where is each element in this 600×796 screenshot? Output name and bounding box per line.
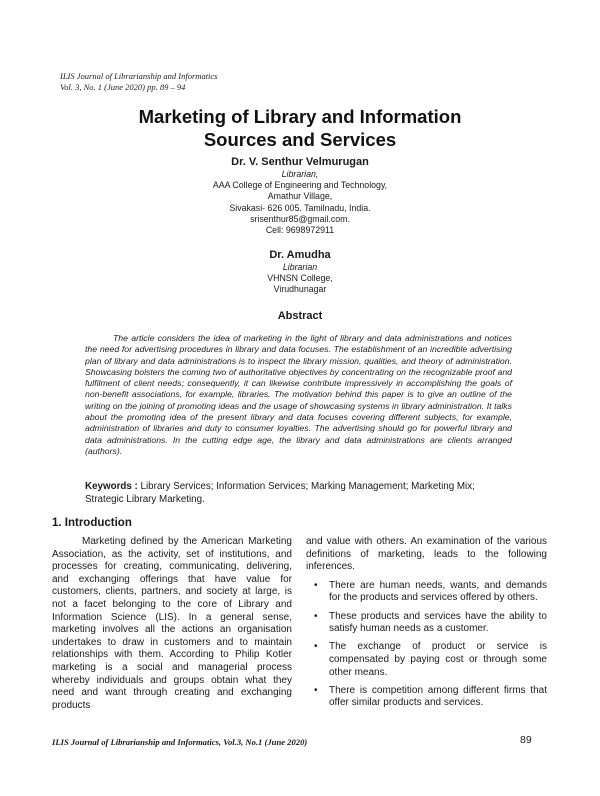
- author-2-college: VHNSN College,: [267, 273, 333, 284]
- abstract-heading: Abstract: [277, 310, 323, 322]
- journal-volume: Vol. 3, No. 1 (June 2020) pp. 89 – 94: [60, 82, 186, 92]
- intro-right-column: [306, 536, 547, 716]
- paper-title: [0, 105, 600, 151]
- abstract-text: The article considers the idea of marketing in the light of library and data administrations and notices the need for advertising procedures in library and data focuses. The establishment of an incredible advertising plan of library and data administrations is to inspect the library mission, qualities, and theory of administration. Showcasing bolsters the coming two of authoritative objectives by concentrating on the recognizable proof and fulfilment of client needs; consequently, it can likewise contribute impressively in accomplishing the goals of non-benefit associations, for example, libraries. The motivation behind this paper is to give an outline of the writing on the joining of promoting ideas and the usage of showcasing systems in library administration. It talks about the promoting idea of the present library and data focuses covering different subjects, for example, administration of libraries and duty to consumer loyalties. The advertising should go for powerful library and data administrations. In the cutting edge age, the library and data administrations are clients arranged (authors).: [85, 333, 512, 456]
- list-item: • There is competition among different firms that offer similar products and services.: [306, 685, 547, 710]
- list-item: • There are human needs, wants, and demands for the products and services offered by others.: [306, 580, 547, 605]
- journal-header: [60, 71, 218, 93]
- author-1-college: AAA College of Engineering and Technology,: [212, 180, 388, 191]
- author-1-village: Amathur Village,: [267, 191, 333, 202]
- author-2-name: Dr. Amudha: [269, 249, 331, 261]
- inference-list: [306, 580, 547, 710]
- author-1-email: srisenthur85@gmail.com.: [250, 213, 350, 224]
- title-line-2: Sources and Services: [203, 129, 397, 150]
- title-line-1: Marketing of Library and Information: [138, 106, 462, 127]
- author-1-block: [0, 155, 600, 236]
- author-2-role: Librarian: [282, 262, 318, 272]
- author-1-cell: Cell: 9698972911: [265, 225, 335, 236]
- journal-name: ILIS Journal of Librarianship and Informatics: [60, 71, 218, 81]
- author-2-block: [0, 248, 600, 296]
- footer-journal: ILIS Journal of Librarianship and Informatics, Vol.3, No.1 (June 2020): [52, 737, 308, 747]
- author-1-name: Dr. V. Senthur Velmurugan: [231, 156, 369, 168]
- intro-left-paragraph: Marketing defined by the American Marketing Association, as the activity, set of institutions, and processes for creating, communicating, delivering, and exchanging offerings that have value for customers, clients, partners, and society at large, is not a facet belonging to the core of Library and Information Science (LIS). In a general sense, marketing involves all the actions an organisation undertakes to draw in customers and to maintain relationships with them. According to Philip Kotler marketing is a social and managerial process whereby individuals and groups obtain what they need and want through creating and exchanging products: [52, 536, 292, 711]
- section-heading-introduction: 1. Introduction: [52, 517, 132, 529]
- author-1-city: Sivakasi- 626 005. Tamilnadu, India.: [229, 202, 371, 213]
- list-item: • These products and services have the ability to satisfy human needs as a customer.: [306, 611, 547, 636]
- page-number: 89: [520, 734, 532, 746]
- keywords-label: Keywords :: [85, 481, 138, 492]
- list-item: • The exchange of product or service is compensated by paying cost or through some other means.: [306, 641, 547, 679]
- keywords-text: Library Services; Information Services; Marking Management; Marketing Mix; Strategic Library Marketing.: [85, 481, 475, 505]
- author-2-city: Virudhunagar: [273, 284, 327, 295]
- author-1-role: Librarian,: [281, 169, 319, 179]
- keywords: [85, 480, 515, 506]
- intro-right-paragraph: and value with others. An examination of the various definitions of marketing, leads to the following inferences.: [306, 536, 547, 573]
